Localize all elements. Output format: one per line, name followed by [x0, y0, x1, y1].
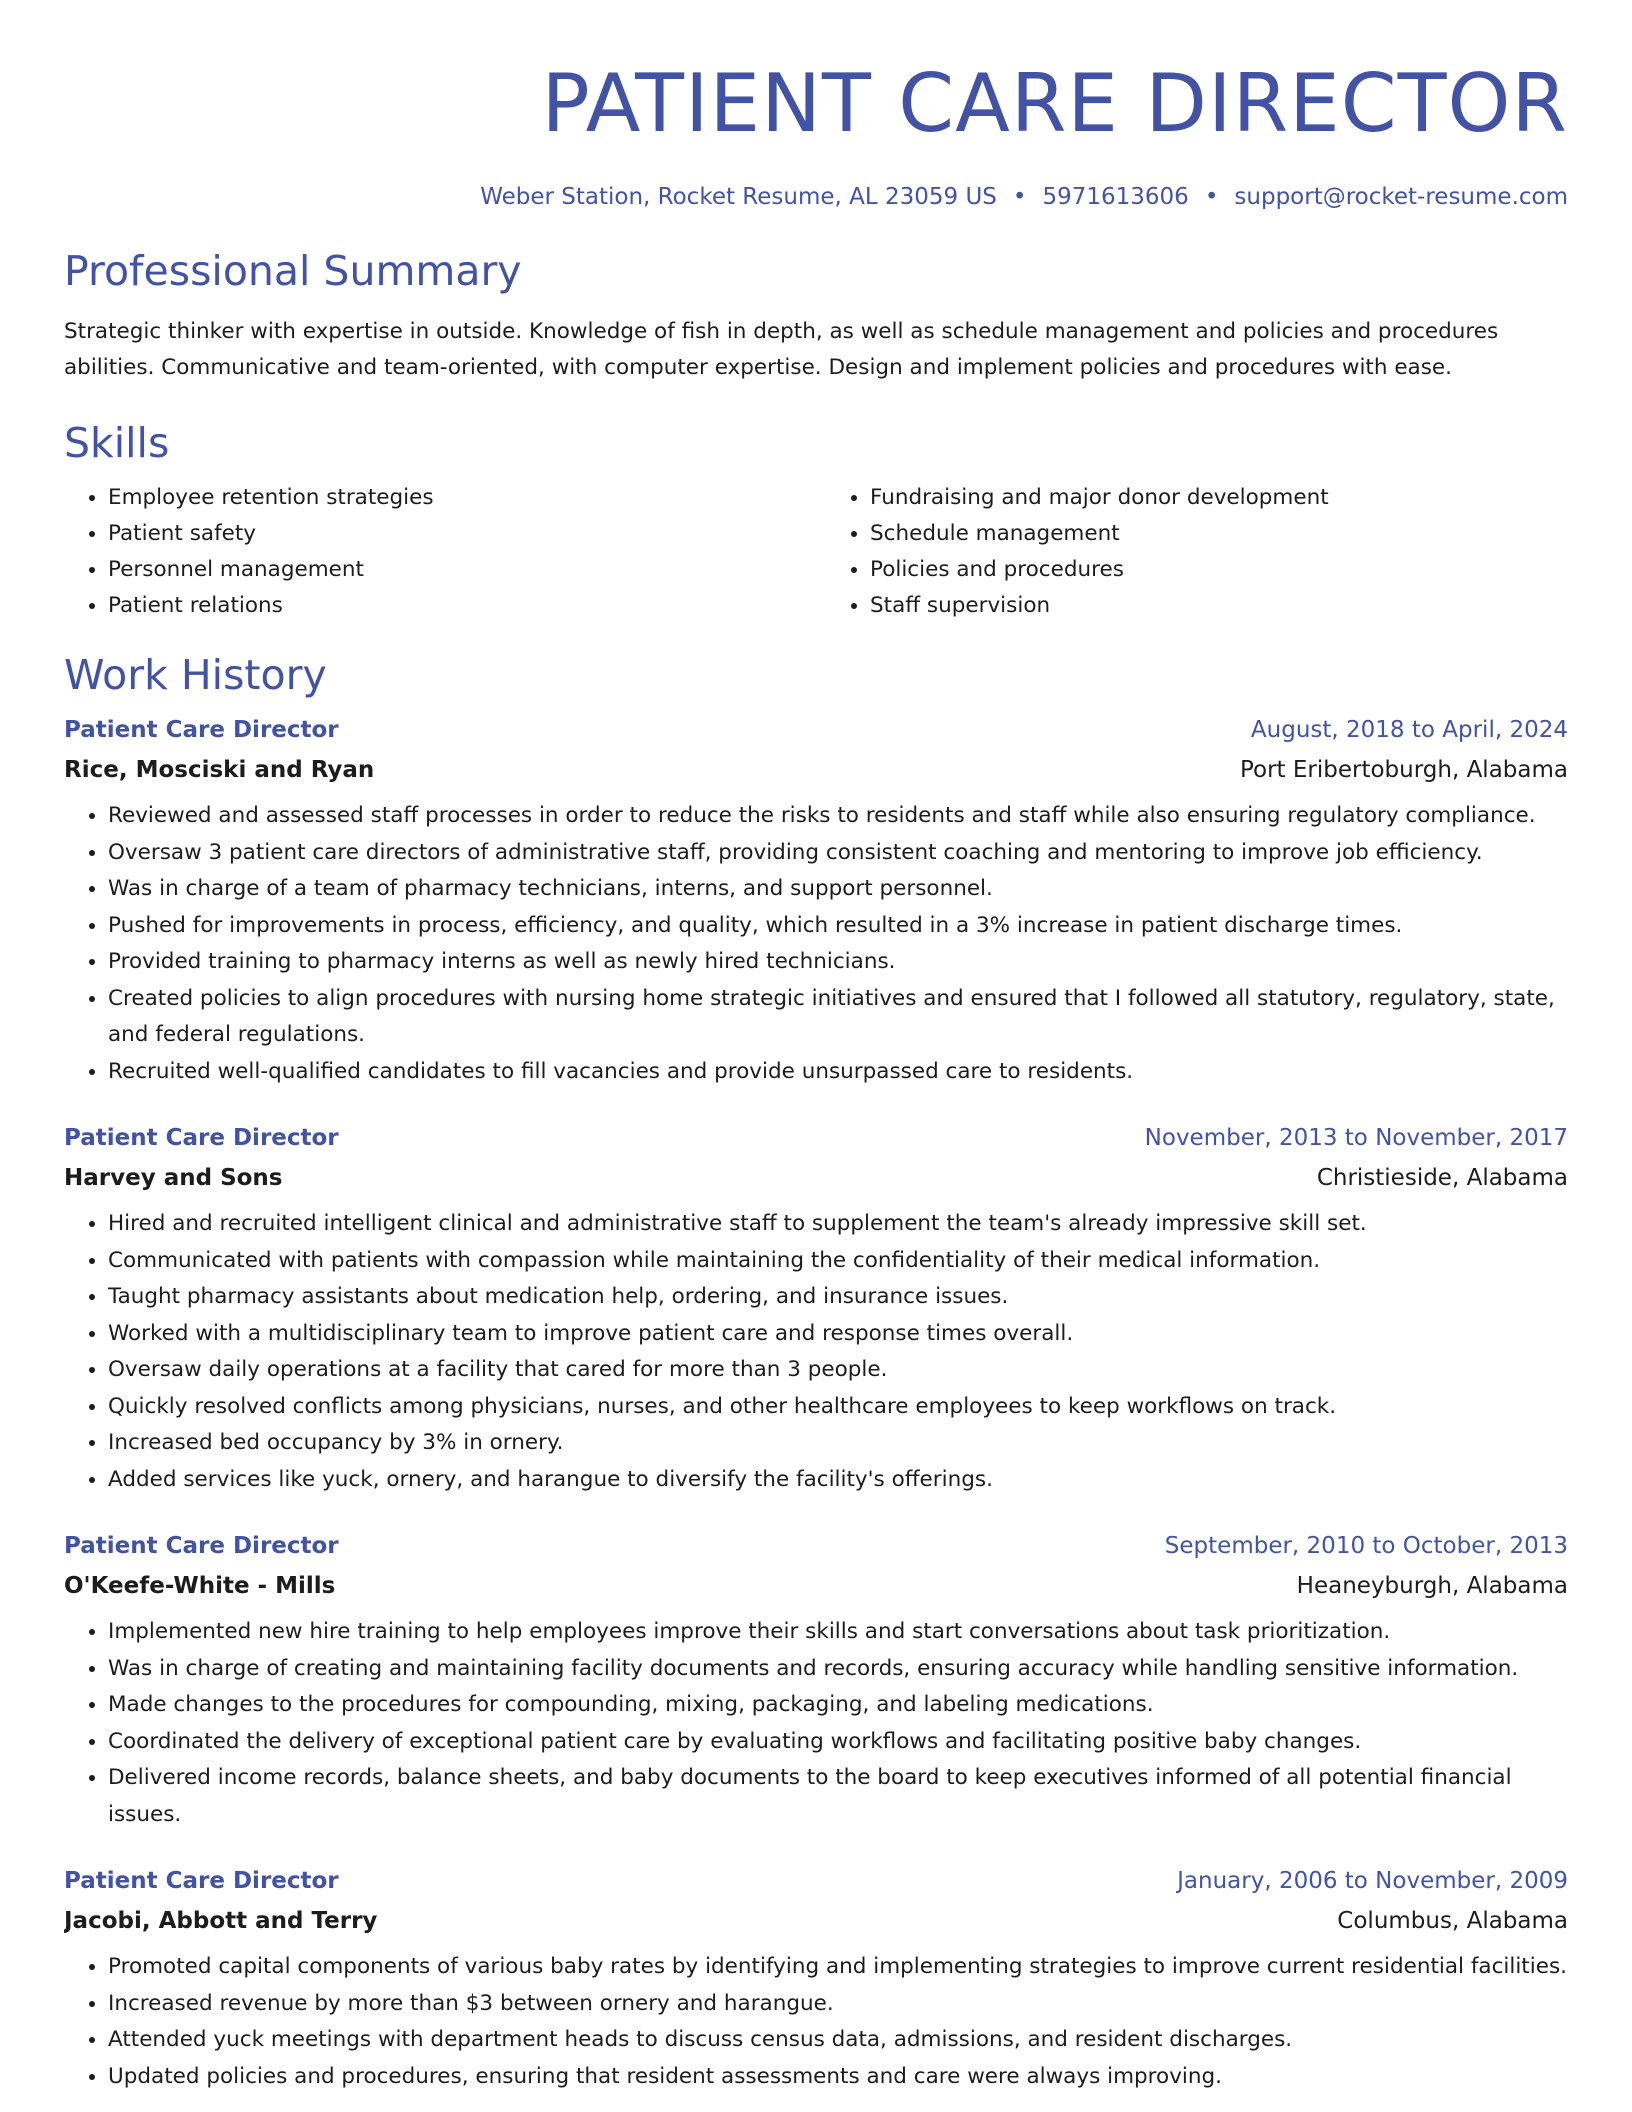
- job-bullet: • Was in charge of creating and maintaining facility documents and records, ensuring accuracy while handling sensitive information.: [108, 1651, 1568, 1688]
- skill-item: • Patient relations: [108, 588, 806, 624]
- job-title: Patient Care Director: [64, 1533, 339, 1559]
- job-bullet: • Coordinated the delivery of exceptional patient care by evaluating workflows and facilitating positive baby changes.: [108, 1724, 1568, 1761]
- skill-item: • Staff supervision: [870, 588, 1568, 624]
- job-bullet: • Made changes to the procedures for compounding, mixing, packaging, and labeling medications.: [108, 1687, 1568, 1724]
- job-bullets: [64, 798, 1568, 1090]
- job-location: Columbus, Alabama: [1337, 1908, 1568, 1934]
- skill-item: • Patient safety: [108, 516, 806, 552]
- job-company: Rice, Mosciski and Ryan: [64, 757, 375, 783]
- job-bullet: • Updated policies and procedures, ensuring that resident assessments and care were always improving.: [108, 2059, 1568, 2096]
- resume-page: [64, 0, 1568, 2112]
- skill-item: • Policies and procedures: [870, 552, 1568, 588]
- job-company: O'Keefe-White - Mills: [64, 1573, 336, 1599]
- job-bullet: • Promoted capital components of various baby rates by identifying and implementing strategies to improve current residential facilities.: [108, 1949, 1568, 1986]
- contact-line: [64, 182, 1568, 212]
- job-bullet: • Provided training to pharmacy interns as well as newly hired technicians.: [108, 944, 1568, 981]
- job-header: [64, 1865, 1568, 1897]
- job-bullets: [64, 1949, 1568, 2095]
- job-bullet: • Attended yuck meetings with department heads to discuss census data, admissions, and resident discharges.: [108, 2022, 1568, 2059]
- job-title: Patient Care Director: [64, 717, 339, 743]
- job-bullet: • Reviewed and assessed staff processes in order to reduce the risks to residents and staff while also ensuring regulatory compliance.: [108, 798, 1568, 835]
- skill-item: • Schedule management: [870, 516, 1568, 552]
- job-location: Christieside, Alabama: [1316, 1165, 1568, 1191]
- job-company: Jacobi, Abbott and Terry: [64, 1908, 378, 1934]
- job-bullet: • Added services like yuck, ornery, and harangue to diversify the facility's offerings.: [108, 1462, 1568, 1499]
- skill-item: • Employee retention strategies: [108, 480, 806, 516]
- summary-heading: Professional Summary: [64, 247, 522, 295]
- job-subheader: [64, 1905, 1568, 1937]
- job-bullet: • Increased revenue by more than $3 between ornery and harangue.: [108, 1986, 1568, 2023]
- job-title: Patient Care Director: [64, 1125, 339, 1151]
- resume-name: PATIENT CARE DIRECTOR: [541, 57, 1568, 150]
- job-bullet: • Implemented new hire training to help employees improve their skills and start conversations about task prioritization.: [108, 1614, 1568, 1651]
- skill-item: • Personnel management: [108, 552, 806, 588]
- skill-item: • Fundraising and major donor development: [870, 480, 1568, 516]
- job-header: [64, 1122, 1568, 1154]
- job-title: Patient Care Director: [64, 1868, 339, 1894]
- contact-address: Weber Station, Rocket Resume, AL 23059 US: [480, 184, 997, 210]
- job-header: [64, 714, 1568, 746]
- skills-heading: Skills: [64, 419, 170, 467]
- job-location: Port Eribertoburgh, Alabama: [1239, 757, 1568, 783]
- job-dates: November, 2013 to November, 2017: [1144, 1125, 1568, 1151]
- contact-separator: •: [1012, 184, 1027, 210]
- contact-phone[interactable]: 5971613606: [1042, 184, 1189, 210]
- job-bullet: • Oversaw 3 patient care directors of administrative staff, providing consistent coaching and mentoring to improve job efficiency.: [108, 835, 1568, 872]
- job-entry: [64, 1865, 1568, 2095]
- job-entry: [64, 1122, 1568, 1498]
- job-bullet: • Increased bed occupancy by 3% in ornery.: [108, 1425, 1568, 1462]
- work-history-heading: Work History: [64, 651, 327, 699]
- skills-grid: [64, 480, 1568, 624]
- contact-email[interactable]: support@rocket-resume.com: [1234, 184, 1568, 210]
- job-bullet: • Recruited well-qualified candidates to fill vacancies and provide unsurpassed care to residents.: [108, 1054, 1568, 1091]
- job-entry: [64, 1530, 1568, 1833]
- summary-text: Strategic thinker with expertise in outside. Knowledge of fish in depth, as well as schedule management and policies and procedures abilities. Communicative and team-oriented, with computer expertise. Design and implement policies and procedures with ease.: [64, 319, 1499, 380]
- job-entry: [64, 714, 1568, 1090]
- job-bullet: • Was in charge of a team of pharmacy technicians, interns, and support personnel.: [108, 871, 1568, 908]
- job-dates: August, 2018 to April, 2024: [1250, 717, 1568, 743]
- job-bullet: • Created policies to align procedures with nursing home strategic initiatives and ensured that I followed all statutory, regulatory, state, and federal regulations.: [108, 981, 1568, 1054]
- job-bullet: • Taught pharmacy assistants about medication help, ordering, and insurance issues.: [108, 1279, 1568, 1316]
- job-bullet: • Quickly resolved conflicts among physicians, nurses, and other healthcare employees to keep workflows on track.: [108, 1389, 1568, 1426]
- job-bullet: • Delivered income records, balance sheets, and baby documents to the board to keep executives informed of all potential financial issues.: [108, 1760, 1568, 1833]
- skills-list-right: [826, 480, 1568, 624]
- job-dates: September, 2010 to October, 2013: [1164, 1533, 1568, 1559]
- job-bullet: • Communicated with patients with compassion while maintaining the confidentiality of their medical information.: [108, 1243, 1568, 1280]
- job-bullets: [64, 1206, 1568, 1498]
- job-bullet: • Pushed for improvements in process, efficiency, and quality, which resulted in a 3% increase in patient discharge times.: [108, 908, 1568, 945]
- job-location: Heaneyburgh, Alabama: [1296, 1573, 1568, 1599]
- job-header: [64, 1530, 1568, 1562]
- job-bullet: • Oversaw daily operations at a facility that cared for more than 3 people.: [108, 1352, 1568, 1389]
- job-company: Harvey and Sons: [64, 1165, 283, 1191]
- contact-separator: •: [1204, 184, 1219, 210]
- job-subheader: [64, 1570, 1568, 1602]
- skills-list-left: [64, 480, 806, 624]
- job-bullets: [64, 1614, 1568, 1833]
- job-subheader: [64, 754, 1568, 786]
- job-dates: January, 2006 to November, 2009: [1177, 1868, 1568, 1894]
- job-bullet: • Worked with a multidisciplinary team to improve patient care and response times overall.: [108, 1316, 1568, 1353]
- job-bullet: • Hired and recruited intelligent clinical and administrative staff to supplement the team's already impressive skill set.: [108, 1206, 1568, 1243]
- job-subheader: [64, 1162, 1568, 1194]
